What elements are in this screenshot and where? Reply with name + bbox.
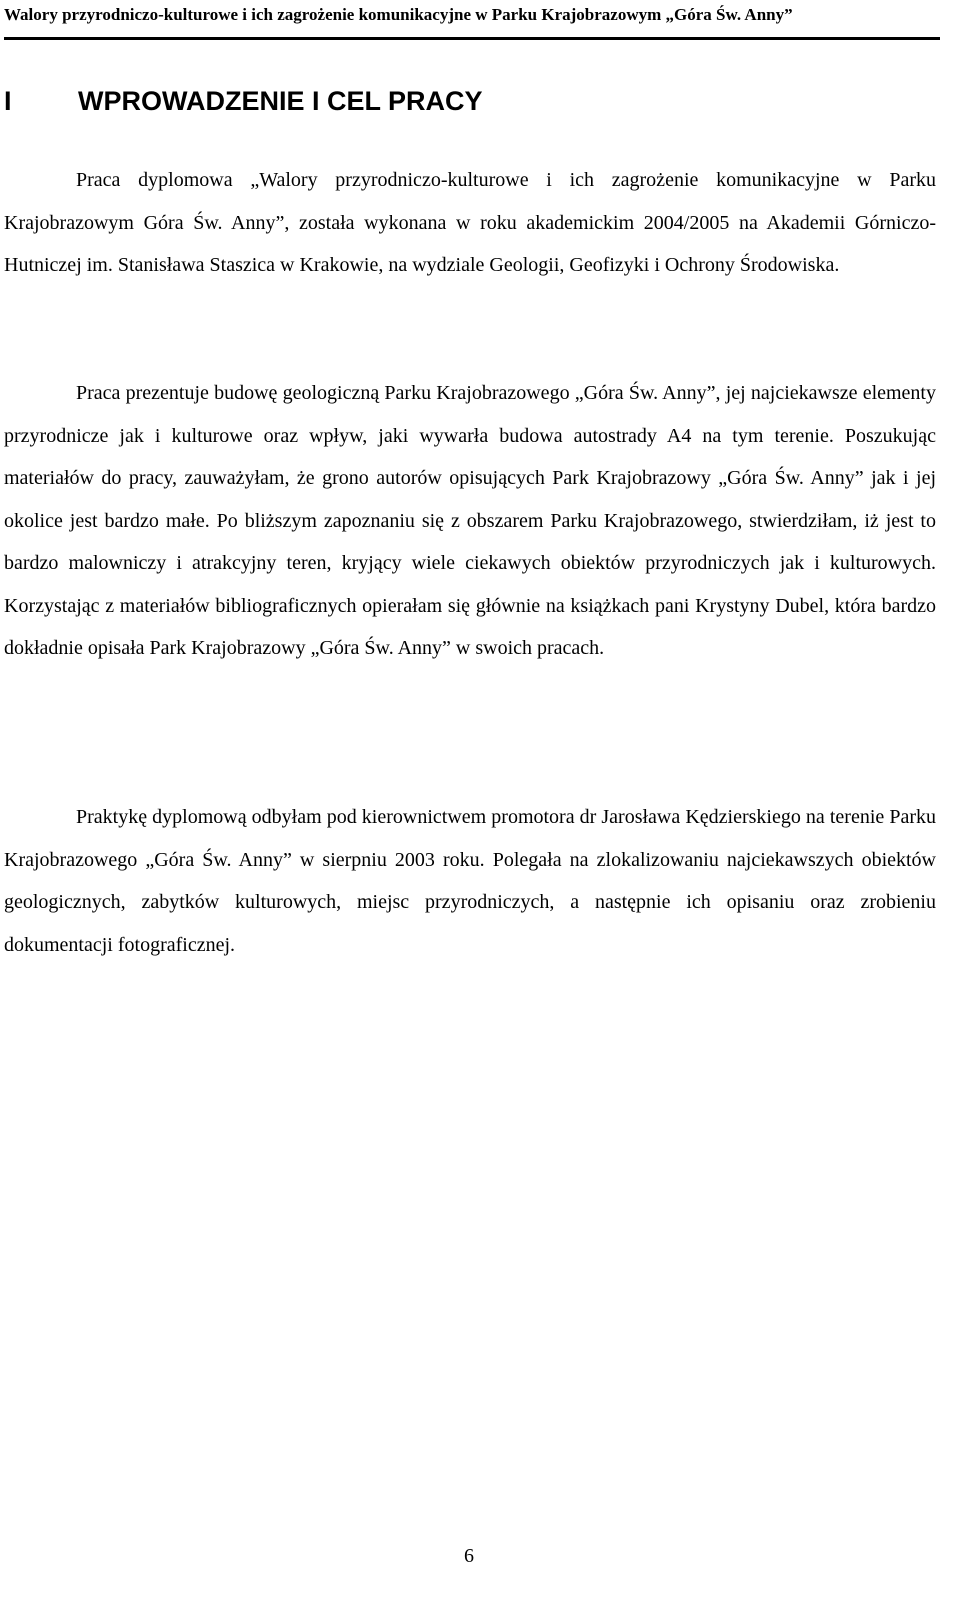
paragraph-thesis-info: Praca dyplomowa „Walory przyrodniczo-kulturowe i ich zagrożenie komunikacyjne w Parku Krajobrazowym Góra Św. Anny”, została wykonana w roku akademickim 2004/2005 na Akademii Górniczo-Hutniczej im. Stanisława Staszica w Krakowie, na wydziale Geologii, Geofizyki i Ochrony Środowiska.	[4, 169, 936, 276]
chapter-title: WPROWADZENIE I CEL PRACY	[78, 86, 483, 116]
running-header: Walory przyrodniczo-kulturowe i ich zagrożenie komunikacyjne w Parku Krajobrazowym „Góra Św. Anny”	[4, 5, 793, 24]
page-number: 6	[464, 1545, 474, 1567]
chapter-heading	[4, 84, 934, 118]
paragraph-thesis-scope: Praca prezentuje budowę geologiczną Parku Krajobrazowego „Góra Św. Anny”, jej najciekawsze elementy przyrodnicze jak i kulturowe oraz wpływ, jaki wywarła budowa autostrady A4 na tym terenie. Poszukując materiałów do pracy, zauważyłam, że grono autorów opisujących Park Krajobrazowy „Góra Św. Anny” jak i jej okolice jest bardzo małe. Po bliższym zapoznaniu się z obszarem Parku Krajobrazowego, stwierdziłam, iż jest to bardzo malowniczy i atrakcyjny teren, kryjący wiele ciekawych obiektów przyrodniczych jak i kulturowych. Korzystając z materiałów bibliograficznych opierałam się głównie na książkach pani Krystyny Dubel, która bardzo dokładnie opisała Park Krajobrazowy „Góra Św. Anny” w swoich pracach.	[4, 382, 936, 659]
chapter-number: I	[4, 86, 12, 116]
paragraph-practice: Praktykę dyplomową odbyłam pod kierownictwem promotora dr Jarosława Kędzierskiego na terenie Parku Krajobrazowego „Góra Św. Anny” w sierpniu 2003 roku. Polegała na zlokalizowaniu najciekawszych obiektów geologicznych, zabytków kulturowych, miejsc przyrodniczych, a następnie ich opisaniu oraz zrobieniu dokumentacji fotograficznej.	[4, 806, 936, 956]
header-rule	[4, 37, 940, 40]
